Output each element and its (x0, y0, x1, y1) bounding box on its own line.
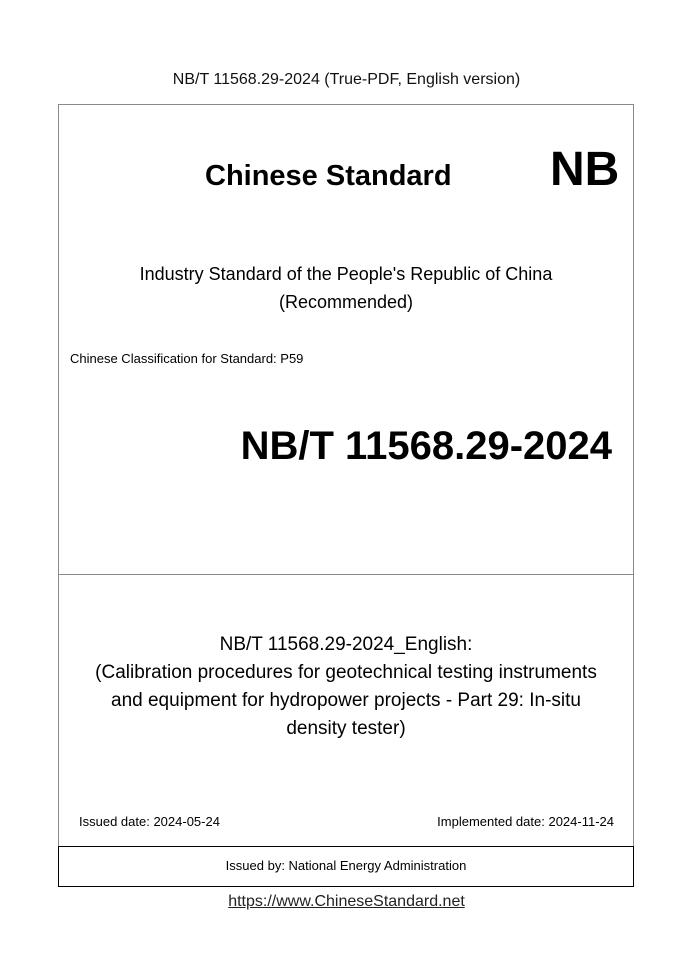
issuer-box: Issued by: National Energy Administration (58, 846, 634, 887)
classification-text: Chinese Classification for Standard: P59 (70, 351, 304, 366)
document-header-title: NB/T 11568.29-2024 (True-PDF, English version) (172, 71, 521, 88)
cover-frame (58, 104, 634, 887)
cover-title-section (59, 575, 633, 847)
industry-standard-text (59, 260, 633, 316)
industry-line-2: (Recommended) (278, 292, 414, 312)
cover-top-section (59, 105, 633, 575)
title-line-4: density tester) (286, 718, 406, 739)
industry-line-1: Industry Standard of the People's Republic of China (139, 264, 553, 284)
title-line-1: NB/T 11568.29-2024_English: (219, 634, 473, 655)
nb-mark: NB (550, 143, 620, 196)
standard-title (59, 631, 633, 743)
chinese-standard-heading: Chinese Standard (205, 160, 452, 192)
title-line-3: and equipment for hydropower projects - Part 29: In-situ (111, 690, 581, 711)
title-line-2: (Calibration procedures for geotechnical testing instruments (95, 662, 597, 683)
implemented-date: Implemented date: 2024-11-24 (437, 814, 614, 829)
standard-number: NB/T 11568.29-2024 (240, 424, 612, 468)
website-link[interactable]: https://www.ChineseStandard.net (228, 893, 465, 910)
footer (0, 893, 693, 911)
issued-date: Issued date: 2024-05-24 (79, 814, 220, 829)
